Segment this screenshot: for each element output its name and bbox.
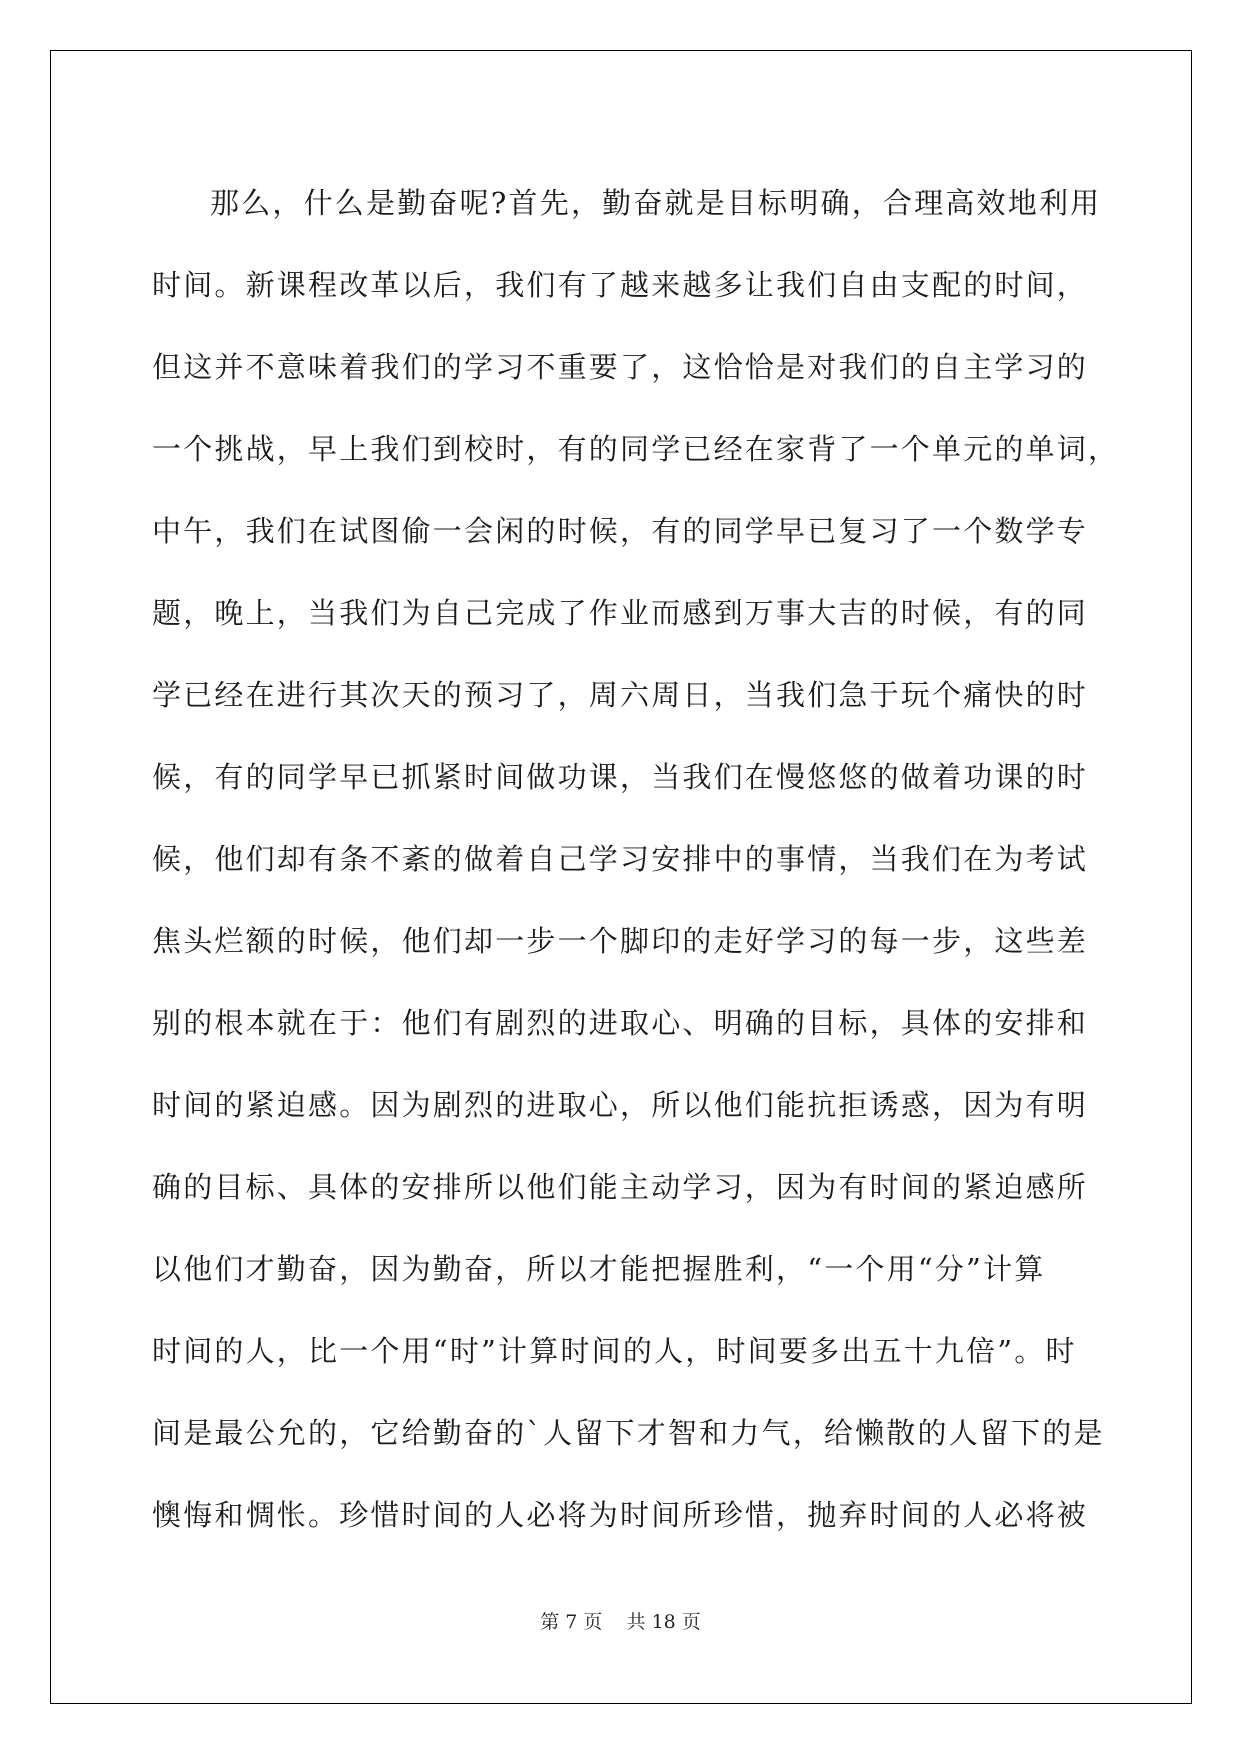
text-line: 时间的人，比一个用“时”计算时间的人，时间要多出五十九倍”。时: [152, 1334, 1077, 1368]
text-line: 中午，我们在试图偷一会闲的时候，有的同学早已复习了一个数学专: [152, 514, 1089, 548]
text-line: 别的根本就在于：他们有剧烈的进取心、明确的目标，具体的安排和: [152, 1006, 1089, 1040]
text-line: 一个挑战，早上我们到校时，有的同学已经在家背了一个单元的单词，: [152, 432, 1120, 466]
text-line: 以他们才勤奋，因为勤奋，所以才能把握胜利，“一个用“分”计算: [152, 1252, 1046, 1286]
text-line: 懊悔和惆怅。珍惜时间的人必将为时间所珍惜，抛弃时间的人必将被: [152, 1498, 1089, 1532]
text-line: 时间。新课程改革以后，我们有了越来越多让我们自由支配的时间，: [152, 268, 1089, 302]
text-line: 确的目标、具体的安排所以他们能主动学习，因为有时间的紧迫感所: [152, 1170, 1089, 1204]
text-line: 那么，什么是勤奋呢?首先，勤奋就是目标明确，合理高效地利用: [210, 186, 1102, 220]
document-body: [152, 162, 1120, 1556]
text-line: 候，他们却有条不紊的做着自己学习安排中的事情，当我们在为考试: [152, 842, 1089, 876]
text-line: 时间的紧迫感。因为剧烈的进取心，所以他们能抗拒诱惑，因为有明: [152, 1088, 1089, 1122]
text-line: 焦头烂额的时候，他们却一步一个脚印的走好学习的每一步，这些差: [152, 924, 1089, 958]
text-line: 学已经在进行其次天的预习了，周六周日，当我们急于玩个痛快的时: [152, 678, 1089, 712]
page-number: 第 7 页 共 18 页: [540, 1611, 701, 1633]
text-line: 间是最公允的，它给勤奋的`人留下才智和力气，给懒散的人留下的是: [152, 1416, 1105, 1450]
text-line: 但这并不意味着我们的学习不重要了，这恰恰是对我们的自主学习的: [152, 350, 1089, 384]
text-line: 题，晚上，当我们为自己完成了作业而感到万事大吉的时候，有的同: [152, 596, 1089, 630]
text-line: 候，有的同学早已抓紧时间做功课，当我们在慢悠悠的做着功课的时: [152, 760, 1089, 794]
